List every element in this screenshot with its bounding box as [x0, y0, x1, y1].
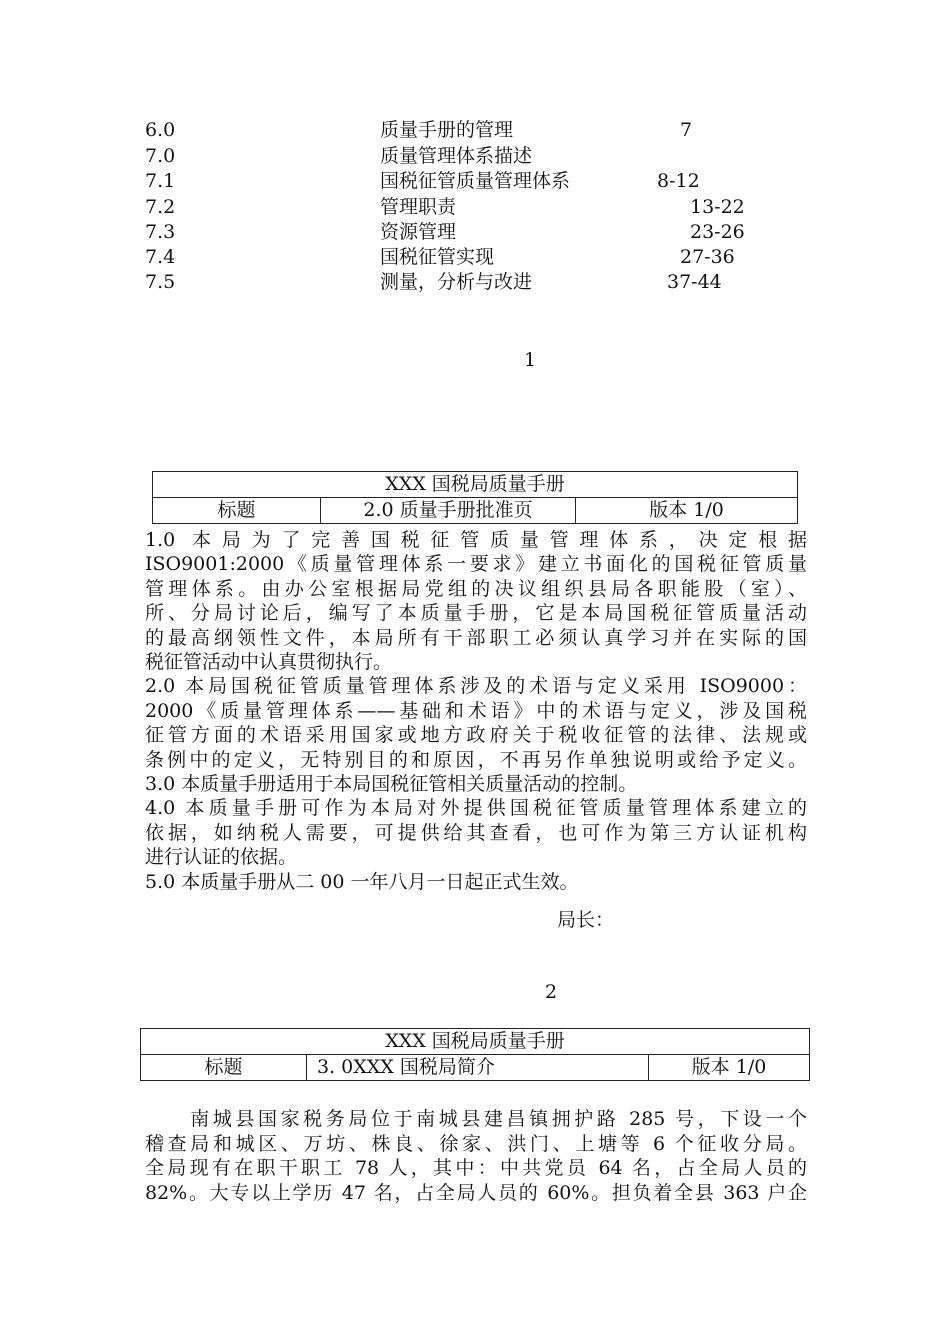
toc-page: 37-44	[667, 271, 722, 293]
header-section: 3. 0XXX 国税局简介	[307, 1055, 649, 1081]
text-line: 4.0 本质量手册可作为本局对外提供国税征管质量管理体系建立的	[145, 797, 807, 820]
text-line: 3.0 本质量手册适用于本局国税征管相关质量活动的控制。	[145, 773, 638, 796]
toc-title: 国税征管质量管理体系	[380, 170, 571, 192]
director-signature: 局长：	[557, 909, 615, 931]
toc-row	[0, 143, 950, 169]
toc-number: 7.2	[145, 196, 176, 218]
text-line: 2.0 本局国税征管质量管理体系涉及的术语与定义采用 ISO9000：	[145, 675, 807, 698]
page-number: 1	[524, 349, 537, 371]
manual-title: XXX 国税局质量手册	[153, 472, 798, 498]
text-line: 条例中的定义，无特别目的和原因，不再另作单独说明或给予定义。	[145, 748, 807, 771]
toc-row	[0, 219, 950, 245]
toc-row	[0, 168, 950, 194]
toc-number: 6.0	[145, 119, 176, 141]
toc-number: 7.0	[145, 145, 176, 167]
toc-row	[0, 244, 950, 270]
page-number: 2	[545, 981, 558, 1003]
text-line: 稽查局和城区、万坊、株良、徐家、洪门、上塘等 6 个征收分局。	[145, 1132, 807, 1155]
manual-title: XXX 国税局质量手册	[141, 1029, 810, 1055]
toc-title: 资源管理	[380, 221, 457, 243]
text-line: 5.0 本质量手册从二 00 一年八月一日起正式生效。	[145, 870, 579, 893]
text-line: 所、分局讨论后，编写了本质量手册，它是本局国税征管质量活动	[145, 602, 807, 625]
text-line: 进行认证的依据。	[145, 846, 298, 869]
text-line: 依据，如纳税人需要，可提供给其查看，也可作为第三方认证机构	[145, 821, 807, 844]
toc-page: 27-36	[680, 246, 735, 268]
toc-page: 13-22	[690, 196, 745, 218]
toc-number: 7.4	[145, 246, 176, 268]
toc-page: 23-26	[690, 221, 745, 243]
toc-number: 7.1	[145, 170, 176, 192]
toc-row	[0, 117, 950, 143]
toc-page: 8-12	[657, 170, 700, 192]
toc-number: 7.3	[145, 221, 176, 243]
toc-title: 国税征管实现	[380, 246, 495, 268]
toc-number: 7.5	[145, 271, 176, 293]
text-line: 82%。大专以上学历 47 名，占全局人员的 60%。担负着全县 363 户企	[145, 1181, 807, 1204]
toc-title: 管理职责	[380, 196, 457, 218]
text-line: 南城县国家税务局位于南城县建昌镇拥护路 285 号，下设一个	[145, 1108, 807, 1130]
text-line: 征管方面的术语采用国家或地方政府关于税收征管的法律、法规或	[145, 724, 807, 747]
text-line: 全局现有在职干职工 78 人，其中：中共党员 64 名，占全局人员的	[145, 1157, 807, 1180]
text-line: 的最高纲领性文件，本局所有干部职工必须认真学习并在实际的国	[145, 626, 807, 649]
header-version: 版本 1/0	[576, 498, 798, 524]
manual-header-table	[140, 1028, 810, 1081]
header-section: 2.0 质量手册批准页	[321, 498, 576, 524]
toc-title: 测量，分析与改进	[380, 271, 533, 293]
header-label: 标题	[153, 498, 321, 524]
header-label: 标题	[141, 1055, 307, 1081]
toc-row	[0, 269, 950, 295]
bureau-introduction	[145, 1107, 807, 1205]
manual-header-table	[152, 471, 798, 524]
text-line: 2000《质量管理体系——基础和术语》中的术语与定义，涉及国税	[145, 699, 807, 722]
approval-text	[145, 528, 807, 894]
toc-page: 7	[680, 119, 693, 141]
text-line: ISO9001:2000《质量管理体系一要求》建立书面化的国税征管质量	[145, 553, 807, 576]
text-line: 税征管活动中认真贯彻执行。	[145, 651, 393, 674]
header-version: 版本 1/0	[649, 1055, 810, 1081]
toc-title: 质量手册的管理	[380, 119, 514, 141]
text-line: 管理体系。由办公室根据局党组的决议组织县局各职能股（室）、	[145, 577, 807, 600]
toc-row	[0, 194, 950, 220]
toc-title: 质量管理体系描述	[380, 145, 533, 167]
text-line: 1.0 本局为了完善国税征管质量管理体系，决定根据	[145, 529, 807, 551]
